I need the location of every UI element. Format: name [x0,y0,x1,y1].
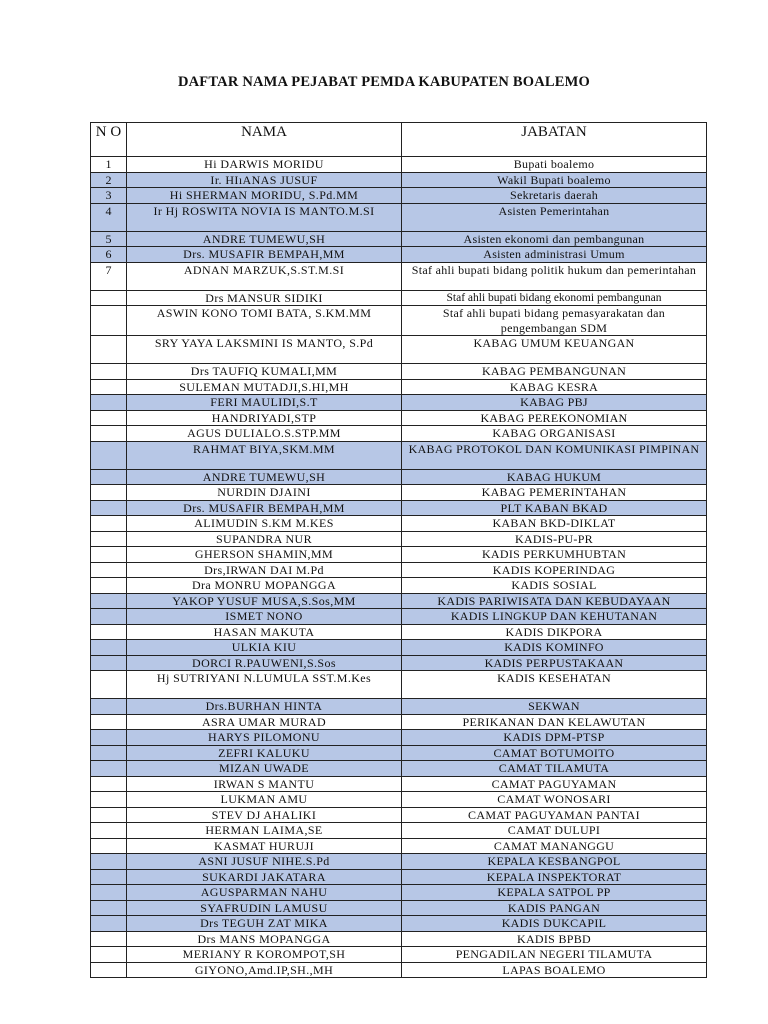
cell-no [91,916,127,932]
cell-jabatan: SEKWAN [402,699,707,715]
table-row [91,247,707,263]
cell-no [91,640,127,656]
cell-jabatan: CAMAT MANANGGU [402,838,707,854]
cell-jabatan: KADIS PERKUMHUBTAN [402,547,707,563]
cell-nama: Drs TAUFIQ KUMALI,MM [127,364,402,380]
cell-jabatan: KADIS-PU-PR [402,531,707,547]
cell-no [91,485,127,501]
cell-jabatan: KABAG UMUM KEUANGAN [402,336,707,364]
cell-jabatan: KABAG PEMERINTAHAN [402,485,707,501]
cell-nama: Drs. MUSAFIR BEMPAH,MM [127,500,402,516]
cell-nama: HANDRIYADI,STP [127,410,402,426]
cell-nama: KASMAT HURUJI [127,838,402,854]
table-row [91,485,707,501]
cell-nama: SUPANDRA NUR [127,531,402,547]
cell-no [91,671,127,699]
cell-nama: GIYONO,Amd.IP,SH.,MH [127,962,402,978]
table-row [91,306,707,336]
cell-no [91,776,127,792]
cell-jabatan: KABAN BKD-DIKLAT [402,516,707,532]
cell-no [91,962,127,978]
table-row [91,869,707,885]
table-row [91,792,707,808]
cell-no [91,869,127,885]
cell-no: 4 [91,203,127,231]
cell-jabatan: KADIS LINGKUP DAN KEHUTANAN [402,609,707,625]
cell-no [91,931,127,947]
table-row [91,578,707,594]
cell-no [91,336,127,364]
cell-no [91,745,127,761]
table-row [91,823,707,839]
table-header-row [91,123,707,157]
cell-nama: ADNAN MARZUK,S.ST.M.SI [127,262,402,290]
cell-nama: Drs MANS MOPANGGA [127,931,402,947]
table-row [91,157,707,173]
cell-jabatan: KADIS KOMINFO [402,640,707,656]
cell-nama: SRY YAYA LAKSMINI IS MANTO, S.Pd [127,336,402,364]
column-header-jabatan: JABATAN [402,123,707,157]
cell-nama: Hi DARWIS MORIDU [127,157,402,173]
cell-nama: AGUS DULIALO.S.STP.MM [127,426,402,442]
cell-jabatan: KADIS BPBD [402,931,707,947]
cell-no [91,885,127,901]
cell-jabatan: KADIS PERPUSTAKAAN [402,655,707,671]
cell-nama: AGUSPARMAN NAHU [127,885,402,901]
cell-no [91,426,127,442]
cell-jabatan: KADIS DIKPORA [402,624,707,640]
table-row [91,593,707,609]
cell-no [91,807,127,823]
table-row [91,203,707,231]
cell-no [91,792,127,808]
cell-no [91,655,127,671]
table-row [91,379,707,395]
cell-no: 3 [91,188,127,204]
cell-nama: ANDRE TUMEWU,SH [127,469,402,485]
table-row [91,364,707,380]
table-row [91,188,707,204]
cell-nama: Ir Hj ROSWITA NOVIA IS MANTO.M.SI [127,203,402,231]
officials-table [90,122,707,978]
cell-nama: ULKIA KIU [127,640,402,656]
cell-nama: DORCI R.PAUWENI,S.Sos [127,655,402,671]
cell-no [91,624,127,640]
table-row [91,655,707,671]
table-row [91,426,707,442]
table-row [91,640,707,656]
cell-no [91,469,127,485]
cell-nama: ASWIN KONO TOMI BATA, S.KM.MM [127,306,402,336]
table-row [91,336,707,364]
cell-jabatan: Asisten administrasi Umum [402,247,707,263]
cell-jabatan: KADIS PARIWISATA DAN KEBUDAYAAN [402,593,707,609]
cell-jabatan: CAMAT WONOSARI [402,792,707,808]
cell-jabatan: LAPAS BOALEMO [402,962,707,978]
table-row [91,469,707,485]
cell-nama: FERI MAULIDI,S.T [127,395,402,411]
table-row [91,854,707,870]
cell-no [91,531,127,547]
cell-jabatan: Sekretaris daerah [402,188,707,204]
cell-no: 1 [91,157,127,173]
cell-nama: Dra MONRU MOPANGGA [127,578,402,594]
cell-no [91,761,127,777]
cell-no [91,306,127,336]
cell-jabatan: KADIS KOPERINDAG [402,562,707,578]
column-header-no: N O [91,123,127,157]
cell-jabatan: KADIS DUKCAPIL [402,916,707,932]
cell-no [91,838,127,854]
cell-no [91,823,127,839]
cell-nama: Ir. HIıANAS JUSUF [127,172,402,188]
table-row [91,776,707,792]
table-row [91,410,707,426]
cell-no [91,562,127,578]
table-row [91,262,707,290]
table-row [91,172,707,188]
cell-nama: SYAFRUDIN LAMUSU [127,900,402,916]
cell-jabatan: KABAG KESRA [402,379,707,395]
cell-no [91,593,127,609]
cell-jabatan: KABAG PROTOKOL DAN KOMUNIKASI PIMPINAN [402,441,707,469]
cell-no [91,609,127,625]
cell-nama: Drs.BURHAN HINTA [127,699,402,715]
cell-jabatan: Bupati boalemo [402,157,707,173]
cell-jabatan: KADIS KESEHATAN [402,671,707,699]
cell-no [91,947,127,963]
cell-no: 6 [91,247,127,263]
cell-jabatan: KADIS DPM-PTSP [402,730,707,746]
cell-nama: GHERSON SHAMIN,MM [127,547,402,563]
cell-nama: ZEFRI KALUKU [127,745,402,761]
table-row [91,962,707,978]
cell-nama: IRWAN S MANTU [127,776,402,792]
cell-nama: HARYS PILOMONU [127,730,402,746]
cell-no: 5 [91,231,127,247]
cell-jabatan: KEPALA INSPEKTORAT [402,869,707,885]
table-row [91,714,707,730]
cell-no [91,730,127,746]
cell-nama: MIZAN UWADE [127,761,402,777]
cell-jabatan: Staf ahli bupati bidang politik hukum dan pemerintahan [402,262,707,290]
cell-jabatan: Staf ahli bupati bidang pemasyarakatan dan pengembangan SDM [402,306,707,336]
table-row [91,547,707,563]
cell-jabatan: KADIS SOSIAL [402,578,707,594]
table-row [91,761,707,777]
cell-jabatan: KABAG PBJ [402,395,707,411]
table-row [91,947,707,963]
table-row [91,916,707,932]
table-row [91,671,707,699]
cell-no [91,516,127,532]
cell-no [91,854,127,870]
cell-jabatan: Asisten ekonomi dan pembangunan [402,231,707,247]
cell-nama: Drs,IRWAN DAI M.Pd [127,562,402,578]
table-row [91,441,707,469]
cell-jabatan: CAMAT DULUPI [402,823,707,839]
table-row [91,516,707,532]
table-row [91,562,707,578]
cell-nama: Hi SHERMAN MORIDU, S.Pd.MM [127,188,402,204]
cell-jabatan: KEPALA KESBANGPOL [402,854,707,870]
cell-jabatan: Asisten Pemerintahan [402,203,707,231]
cell-nama: STEV DJ AHALIKI [127,807,402,823]
cell-no [91,699,127,715]
cell-nama: Drs TEGUH ZAT MIKA [127,916,402,932]
cell-jabatan: KEPALA SATPOL PP [402,885,707,901]
cell-nama: HASAN MAKUTA [127,624,402,640]
cell-no [91,441,127,469]
cell-jabatan: CAMAT PAGUYAMAN [402,776,707,792]
cell-jabatan: KABAG ORGANISASI [402,426,707,442]
cell-nama: MERIANY R KOROMPOT,SH [127,947,402,963]
table-row [91,730,707,746]
table-row [91,931,707,947]
cell-nama: Hj SUTRIYANI N.LUMULA SST.M.Kes [127,671,402,699]
cell-no [91,578,127,594]
cell-no [91,547,127,563]
table-row [91,699,707,715]
cell-jabatan: Staf ahli bupati bidang ekonomi pembangunan [402,290,707,306]
cell-jabatan: CAMAT BOTUMOITO [402,745,707,761]
table-row [91,745,707,761]
cell-no: 7 [91,262,127,290]
cell-nama: ASRA UMAR MURAD [127,714,402,730]
cell-jabatan: CAMAT PAGUYAMAN PANTAI [402,807,707,823]
table-body [91,157,707,978]
cell-no [91,410,127,426]
cell-jabatan: PENGADILAN NEGERI TILAMUTA [402,947,707,963]
table-row [91,231,707,247]
cell-nama: SULEMAN MUTADJI,S.HI,MH [127,379,402,395]
cell-jabatan: KADIS PANGAN [402,900,707,916]
table-row [91,531,707,547]
table-row [91,885,707,901]
table-row [91,395,707,411]
cell-nama: Drs MANSUR SIDIKI [127,290,402,306]
cell-nama: ALIMUDIN S.KM M.KES [127,516,402,532]
cell-nama: LUKMAN AMU [127,792,402,808]
cell-jabatan: PLT KABAN BKAD [402,500,707,516]
table-row [91,807,707,823]
table-row [91,900,707,916]
table-row [91,290,707,306]
cell-jabatan: CAMAT TILAMUTA [402,761,707,777]
cell-no [91,395,127,411]
cell-jabatan: Wakil Bupati boalemo [402,172,707,188]
cell-no: 2 [91,172,127,188]
cell-jabatan: KABAG PEREKONOMIAN [402,410,707,426]
cell-no [91,364,127,380]
cell-nama: YAKOP YUSUF MUSA,S.Sos,MM [127,593,402,609]
table-row [91,624,707,640]
cell-no [91,714,127,730]
cell-nama: NURDIN DJAINI [127,485,402,501]
cell-nama: Drs. MUSAFIR BEMPAH,MM [127,247,402,263]
cell-nama: RAHMAT BIYA,SKM.MM [127,441,402,469]
cell-nama: ASNI JUSUF NIHE.S.Pd [127,854,402,870]
cell-nama: ANDRE TUMEWU,SH [127,231,402,247]
cell-no [91,379,127,395]
column-header-nama: NAMA [127,123,402,157]
page-title: DAFTAR NAMA PEJABAT PEMDA KABUPATEN BOALEMO [177,74,591,90]
cell-jabatan: PERIKANAN DAN KELAWUTAN [402,714,707,730]
cell-nama: HERMAN LAIMA,SE [127,823,402,839]
cell-jabatan: KABAG HUKUM [402,469,707,485]
cell-no [91,900,127,916]
cell-nama: SUKARDI JAKATARA [127,869,402,885]
table-row [91,500,707,516]
cell-no [91,500,127,516]
cell-jabatan: KABAG PEMBANGUNAN [402,364,707,380]
cell-no [91,290,127,306]
table-row [91,609,707,625]
table-row [91,838,707,854]
cell-nama: ISMET NONO [127,609,402,625]
